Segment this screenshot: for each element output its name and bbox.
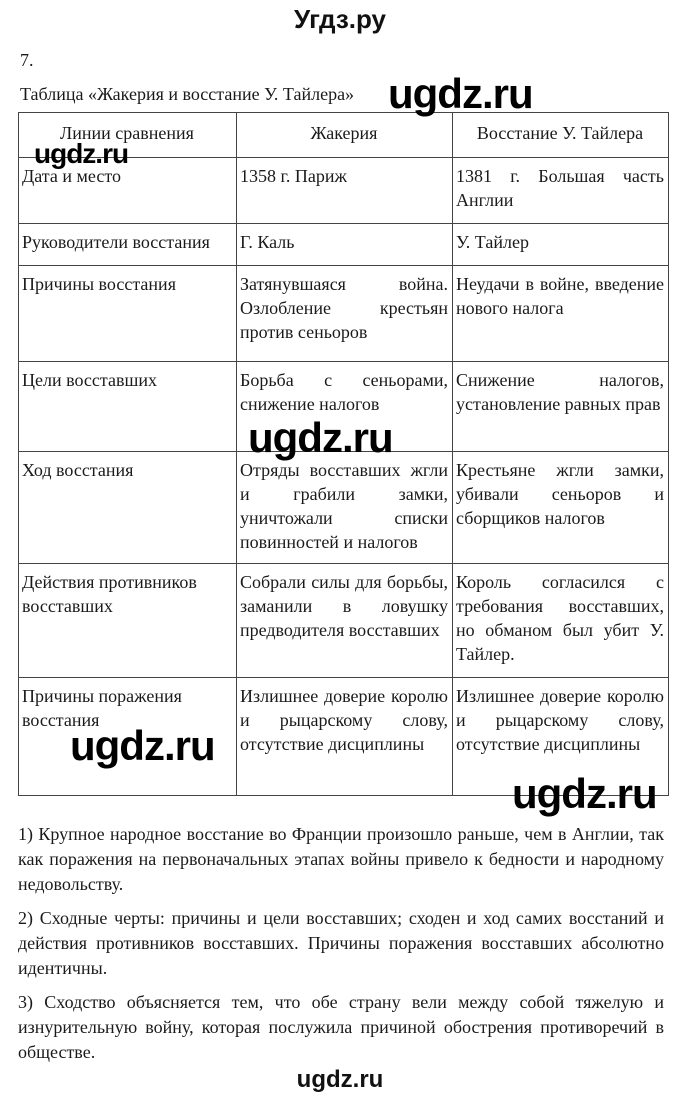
table-cell: Крестьяне жгли замки, убивали сеньоров и сборщиков налогов bbox=[453, 452, 669, 564]
table-cell: Король согласился с требования восставших, но обманом был убит У. Тайлер. bbox=[453, 564, 669, 678]
watermark: ugdz.ru bbox=[34, 138, 129, 169]
footer-site-link[interactable]: ugdz.ru bbox=[296, 1066, 384, 1093]
table-cell: Собрали силы для борьбы, заманили в ловушку предводителя восставших bbox=[236, 564, 452, 678]
table-row bbox=[19, 564, 669, 678]
watermark: ugdz.ru bbox=[248, 414, 393, 461]
table-row bbox=[19, 224, 669, 266]
row-label: Цели восставших bbox=[19, 362, 237, 452]
row-label: Руководители восстания bbox=[19, 224, 237, 266]
table-cell: 1358 г. Париж bbox=[236, 158, 452, 224]
task-number: 7. bbox=[20, 50, 34, 70]
answer-paragraph: 3) Сходство объясняется тем, что обе страну вели между собой тяжелую и изнурительную войну, которая послужила причиной обострения противоречий в обществе. bbox=[18, 992, 664, 1062]
answer-paragraph: 1) Крупное народное восстание во Франции произошло раньше, чем в Англии, так как поражения на первоначальных этапах войны привело к бедности и народному недовольству. bbox=[18, 824, 664, 894]
answers-section bbox=[18, 822, 664, 1074]
watermark: ugdz.ru bbox=[70, 722, 215, 769]
table-cell: Излишнее доверие королю и рыцарскому слову, отсутствие дисциплины bbox=[453, 678, 669, 796]
row-label: Дата и место bbox=[19, 158, 237, 224]
table-cell: Неудачи в войне, введение нового налога bbox=[453, 266, 669, 362]
table-cell: Затянувшаяся война. Озлобление крестьян против сеньоров bbox=[236, 266, 452, 362]
table-row bbox=[19, 452, 669, 564]
site-title: Угдз.ру bbox=[294, 4, 386, 34]
row-label: Ход восстания bbox=[19, 452, 237, 564]
row-label: Причины поражения восстания bbox=[19, 678, 237, 796]
watermark: ugdz.ru bbox=[388, 70, 533, 117]
table-caption: Таблица «Жакерия и восстание У. Тайлера» bbox=[20, 84, 355, 104]
table-cell: Излишнее доверие королю и рыцарскому слову, отсутствие дисциплины bbox=[236, 678, 452, 796]
table-cell: Г. Каль bbox=[236, 224, 452, 266]
row-label: Действия противников восставших bbox=[19, 564, 237, 678]
column-header: Жакерия bbox=[236, 113, 452, 158]
table-cell: Снижение налогов, установление равных прав bbox=[453, 362, 669, 452]
table-cell: У. Тайлер bbox=[453, 224, 669, 266]
column-header: Линии сравнения bbox=[19, 113, 237, 158]
row-label: Причины восстания bbox=[19, 266, 237, 362]
table-cell: Отряды восставших жгли и грабили замки, уничтожали списки повинностей и налогов bbox=[236, 452, 452, 564]
answer-paragraph: 2) Сходные черты: причины и цели восставших; сходен и ход самих восстаний и действия противников восставших. Причины поражения восставших абсолютно идентичны. bbox=[18, 908, 664, 978]
table-cell: Борьба с сеньорами, снижение налогов bbox=[236, 362, 452, 452]
table-row bbox=[19, 266, 669, 362]
column-header: Восстание У. Тайлера bbox=[453, 113, 669, 158]
table-cell: 1381 г. Большая часть Англии bbox=[453, 158, 669, 224]
watermark: ugdz.ru bbox=[512, 770, 657, 817]
